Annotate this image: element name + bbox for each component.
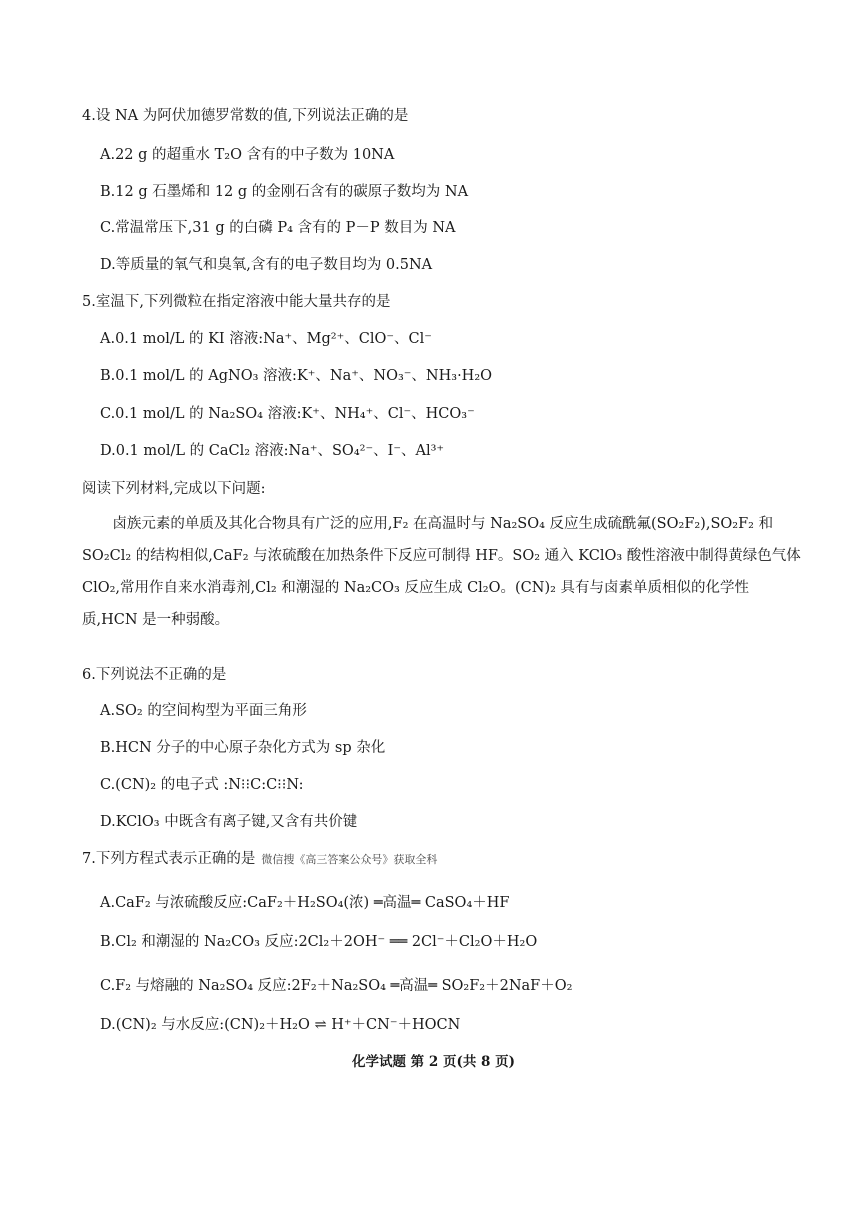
question-6-option-a: A.SO₂ 的空间构型为平面三角形: [100, 703, 307, 719]
question-7-option-b: B.Cl₂ 和潮湿的 Na₂CO₃ 反应:2Cl₂＋2OH⁻ ══ 2Cl⁻＋Cl₂O＋H₂O: [100, 934, 538, 950]
question-4-option-b: B.12 g 石墨烯和 12 g 的金刚石含有的碳原子数均为 NA: [100, 184, 469, 200]
question-4-option-d: D.等质量的氧气和臭氧,含有的电子数目均为 0.5NA: [100, 257, 433, 273]
question-6-stem: 6.下列说法不正确的是: [82, 667, 227, 683]
watermark-note: 微信搜《高三答案公众号》获取全科: [261, 853, 438, 866]
question-6-option-c: C.(CN)₂ 的电子式 :N⁝⁝C:C⁝⁝N:: [100, 777, 304, 793]
question-4-stem: 4.设 NA 为阿伏加德罗常数的值,下列说法正确的是: [82, 108, 409, 124]
question-6-option-b: B.HCN 分子的中心原子杂化方式为 sp 杂化: [100, 740, 386, 756]
question-5-stem: 5.室温下,下列微粒在指定溶液中能大量共存的是: [82, 294, 391, 310]
reading-intro: 阅读下列材料,完成以下问题:: [82, 481, 266, 497]
question-5-option-c: C.0.1 mol/L 的 Na₂SO₄ 溶液:K⁺、NH₄⁺、Cl⁻、HCO₃⁻: [100, 406, 475, 422]
question-4-option-a: A.22 g 的超重水 T₂O 含有的中子数为 10NA: [100, 147, 395, 163]
reading-material: 卤族元素的单质及其化合物具有广泛的应用,F₂ 在高温时与 Na₂SO₄ 反应生成硫酰氟(SO₂F₂),SO₂F₂ 和 SO₂Cl₂ 的结构相似,CaF₂ 与浓硫酸在加热条件下反应可制得 HF。SO₂ 通入 KClO₃ 酸性溶液中制得黄绿色气体 ClO₂,常用作自来水消毒剂,Cl₂ 和潮湿的 Na₂CO₃ 反应生成 Cl₂O。(CN)₂ 具有与卤素单质相似的化学性质,HCN 是一种弱酸。: [82, 516, 801, 628]
question-5-option-d: D.0.1 mol/L 的 CaCl₂ 溶液:Na⁺、SO₄²⁻、I⁻、Al³⁺: [100, 443, 445, 459]
question-5-option-b: B.0.1 mol/L 的 AgNO₃ 溶液:K⁺、Na⁺、NO₃⁻、NH₃·H₂O: [100, 368, 493, 384]
question-4-option-c: C.常温常压下,31 g 的白磷 P₄ 含有的 P－P 数目为 NA: [100, 220, 456, 236]
question-5-option-a: A.0.1 mol/L 的 KI 溶液:Na⁺、Mg²⁺、ClO⁻、Cl⁻: [100, 331, 432, 347]
page-footer: 化学试题 第 2 页(共 8 页): [351, 1054, 516, 1070]
question-7-option-c: C.F₂ 与熔融的 Na₂SO₄ 反应:2F₂＋Na₂SO₄ ═高温═ SO₂F₂＋2NaF＋O₂: [100, 978, 573, 994]
question-7-stem: 7.下列方程式表示正确的是: [82, 851, 256, 867]
question-7-option-d: D.(CN)₂ 与水反应:(CN)₂＋H₂O ⇌ H⁺＋CN⁻＋HOCN: [100, 1017, 461, 1033]
question-7-option-a: A.CaF₂ 与浓硫酸反应:CaF₂＋H₂SO₄(浓) ═高温═ CaSO₄＋HF: [100, 895, 510, 911]
question-7-stem-line: [82, 849, 437, 870]
question-6-option-d: D.KClO₃ 中既含有离子键,又含有共价键: [100, 814, 358, 830]
